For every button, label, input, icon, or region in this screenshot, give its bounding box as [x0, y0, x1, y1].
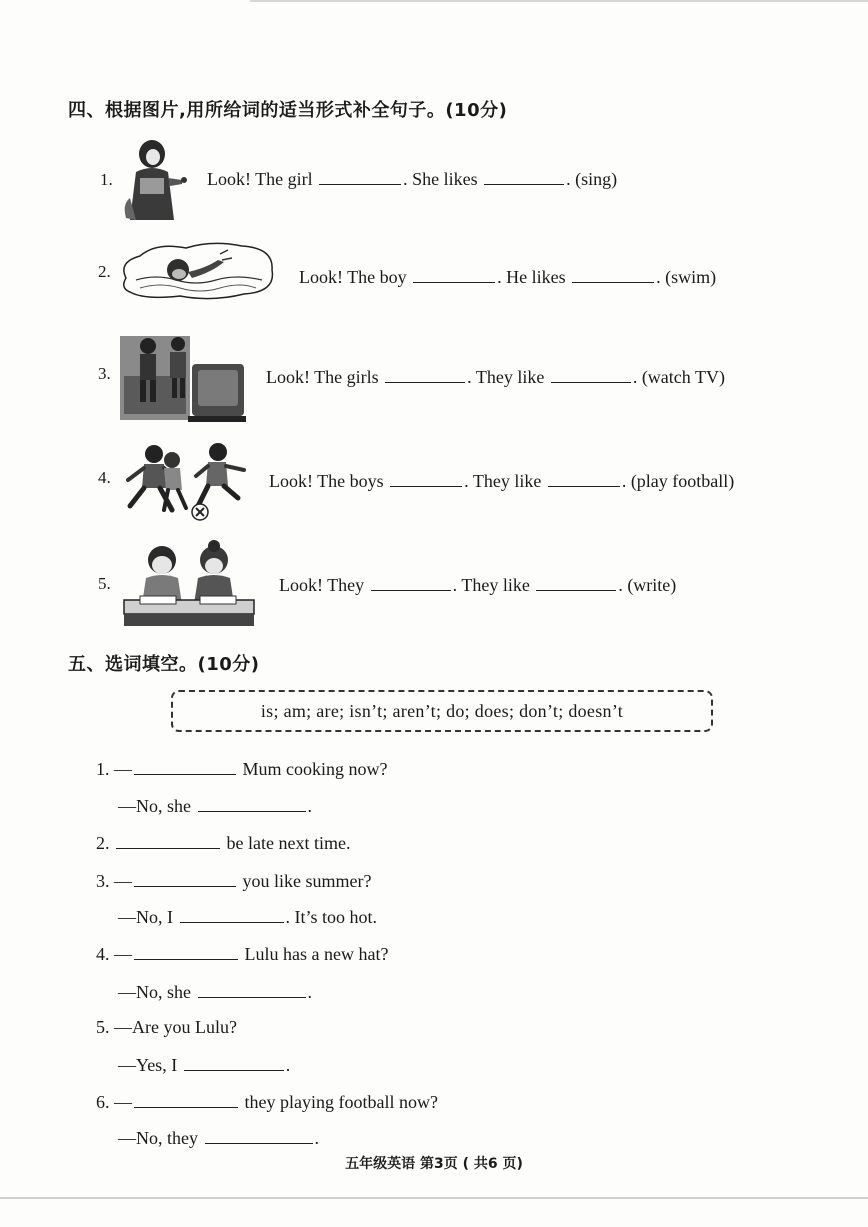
question-1-answer-line: —No, she .: [118, 796, 312, 816]
sentence-4: Look! The boys . They like . (play football): [269, 471, 735, 491]
question-5-line: 5. —Are you Lulu?: [96, 1017, 237, 1037]
question-3-line: 3. — you like summer?: [96, 871, 372, 891]
sentence-5: Look! They . They like . (write): [279, 575, 677, 595]
word-bank-words: is; am; are; isn’t; aren’t; do; does; don’t; doesn’t: [260, 700, 624, 721]
section-5-title: 五、选词填空。(10分): [68, 654, 260, 675]
answer-blank[interactable]: [385, 366, 465, 383]
answer-blank[interactable]: [484, 168, 564, 185]
answer-blank[interactable]: [134, 943, 238, 960]
question-6-answer-line: —No, they .: [118, 1128, 319, 1148]
answer-blank[interactable]: [180, 906, 284, 923]
boys-playing-football-picture: [120, 440, 252, 524]
sentence-2: Look! The boy . He likes . (swim): [299, 267, 717, 287]
page-footer: 五年级英语 第3页 ( 共6 页): [345, 1156, 523, 1172]
answer-blank[interactable]: [319, 168, 401, 185]
word-bank-box: [171, 690, 713, 732]
sentence-1: Look! The girl . She likes . (sing): [207, 169, 618, 189]
question-3-answer-line: —No, I . It’s too hot.: [118, 907, 378, 927]
boy-swimming-picture: [116, 238, 278, 304]
answer-blank[interactable]: [572, 266, 654, 283]
question-4-answer-line: —No, she .: [118, 982, 312, 1002]
top-edge-rule: [250, 0, 868, 2]
answer-blank[interactable]: [371, 574, 451, 591]
answer-blank[interactable]: [413, 266, 495, 283]
answer-blank[interactable]: [134, 870, 236, 887]
girls-watching-tv-picture: [118, 332, 246, 424]
item-number: 5.: [98, 574, 111, 593]
answer-blank[interactable]: [548, 470, 620, 487]
sentence-3: Look! The girls . They like . (watch TV): [266, 367, 725, 387]
answer-blank[interactable]: [198, 795, 306, 812]
section-4-title: 四、根据图片,用所给词的适当形式补全句子。(10分): [68, 100, 508, 121]
bottom-edge-rule: [0, 1197, 868, 1199]
girl-singing-picture: [116, 138, 188, 222]
question-4-line: 4. — Lulu has a new hat?: [96, 944, 389, 964]
answer-blank[interactable]: [390, 470, 462, 487]
children-writing-picture: [120, 538, 258, 630]
item-number: 4.: [98, 468, 111, 487]
answer-blank[interactable]: [551, 366, 631, 383]
question-6-line: 6. — they playing football now?: [96, 1092, 438, 1112]
question-2-line: 2. be late next time.: [96, 833, 351, 853]
item-number: 1.: [100, 170, 113, 189]
answer-blank[interactable]: [198, 981, 306, 998]
item-number: 3.: [98, 364, 111, 383]
answer-blank[interactable]: [116, 832, 220, 849]
answer-blank[interactable]: [134, 758, 236, 775]
question-5-answer-line: —Yes, I .: [118, 1055, 291, 1075]
item-number: 2.: [98, 262, 111, 281]
answer-blank[interactable]: [205, 1127, 313, 1144]
answer-blank[interactable]: [536, 574, 616, 591]
question-1-line: 1. — Mum cooking now?: [96, 759, 388, 779]
answer-blank[interactable]: [134, 1091, 238, 1108]
answer-blank[interactable]: [184, 1054, 284, 1071]
